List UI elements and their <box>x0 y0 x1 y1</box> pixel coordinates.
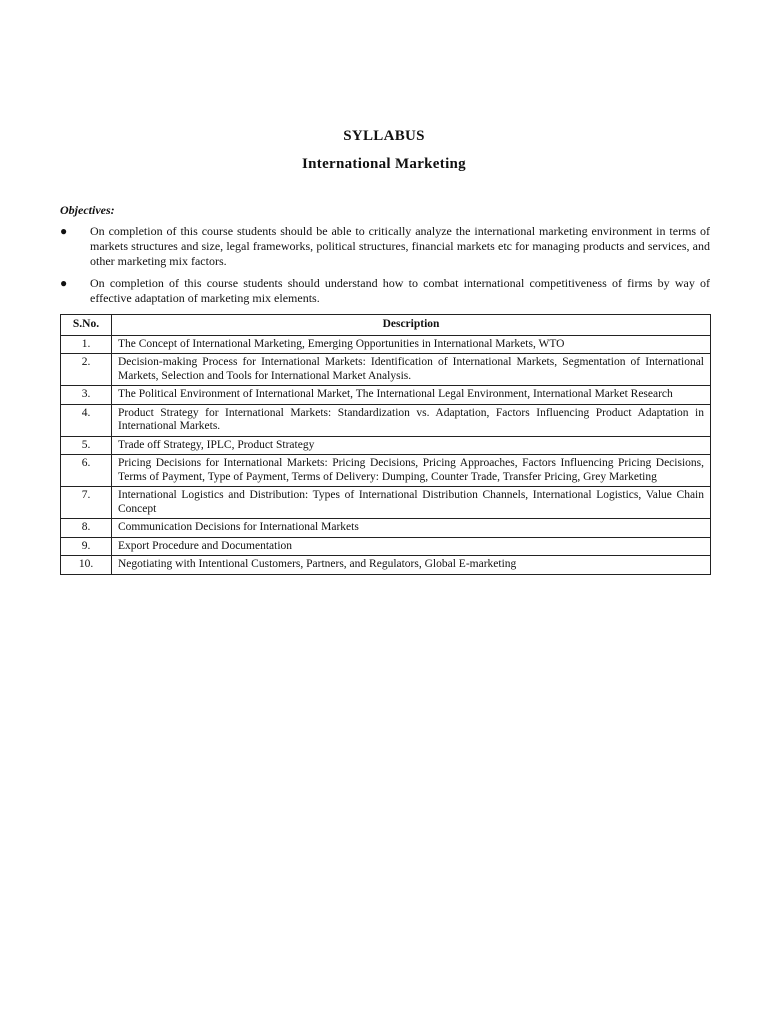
sno-column-header: S.No. <box>61 315 112 336</box>
row-description: Trade off Strategy, IPLC, Product Strategy <box>112 436 711 455</box>
row-number: 2. <box>61 354 112 386</box>
table-row <box>61 519 711 538</box>
table-header-row <box>61 315 711 336</box>
row-number: 9. <box>61 537 112 556</box>
row-number: 10. <box>61 556 112 575</box>
objective-text: On completion of this course students should be able to critically analyze the international marketing environment in terms of markets structures and size, legal frameworks, political structures, financial markets etc for managing products and services, and other marketing mix factors. <box>90 224 710 268</box>
row-description: Product Strategy for International Markets: Standardization vs. Adaptation, Factors Influencing Product Adaptation in International Markets. <box>112 404 711 436</box>
description-column-header: Description <box>112 315 711 336</box>
row-description: The Concept of International Marketing, Emerging Opportunities in International Markets, WTO <box>112 335 711 354</box>
row-number: 5. <box>61 436 112 455</box>
objective-item <box>60 276 710 306</box>
row-number: 8. <box>61 519 112 538</box>
objectives-heading: Objectives: <box>60 203 115 217</box>
table-row <box>61 436 711 455</box>
page-title: SYLLABUS <box>343 128 425 144</box>
bullet-icon: ● <box>60 224 68 238</box>
table-row <box>61 335 711 354</box>
row-description: Pricing Decisions for International Markets: Pricing Decisions, Pricing Approaches, Factors Influencing Pricing Decisions, Terms of Payment, Type of Payment, Terms of Delivery: Dumping, Counter Trade, Transfer Pricing, Grey Marketing <box>112 455 711 487</box>
table-row <box>61 354 711 386</box>
row-description: Negotiating with Intentional Customers, Partners, and Regulators, Global E-marketing <box>112 556 711 575</box>
row-description: The Political Environment of International Market, The International Legal Environment, International Market Research <box>112 386 711 405</box>
course-title: International Marketing <box>302 156 466 172</box>
row-description: International Logistics and Distribution: Types of International Distribution Channels, International Logistics, Value Chain Concept <box>112 487 711 519</box>
row-description: Communication Decisions for International Markets <box>112 519 711 538</box>
table-row <box>61 487 711 519</box>
table-row <box>61 556 711 575</box>
syllabus-table <box>60 314 711 575</box>
table-row <box>61 455 711 487</box>
row-number: 4. <box>61 404 112 436</box>
row-number: 7. <box>61 487 112 519</box>
table-row <box>61 386 711 405</box>
row-description: Decision-making Process for International Markets: Identification of International Markets, Segmentation of International Markets, Selection and Tools for International Market Analysis. <box>112 354 711 386</box>
row-number: 6. <box>61 455 112 487</box>
objective-text: On completion of this course students should understand how to combat international competitiveness of firms by way of effective adaptation of marketing mix elements. <box>90 276 710 305</box>
row-description: Export Procedure and Documentation <box>112 537 711 556</box>
row-number: 3. <box>61 386 112 405</box>
table-row <box>61 404 711 436</box>
objective-item <box>60 224 710 269</box>
bullet-icon: ● <box>60 276 68 290</box>
table-row <box>61 537 711 556</box>
row-number: 1. <box>61 335 112 354</box>
